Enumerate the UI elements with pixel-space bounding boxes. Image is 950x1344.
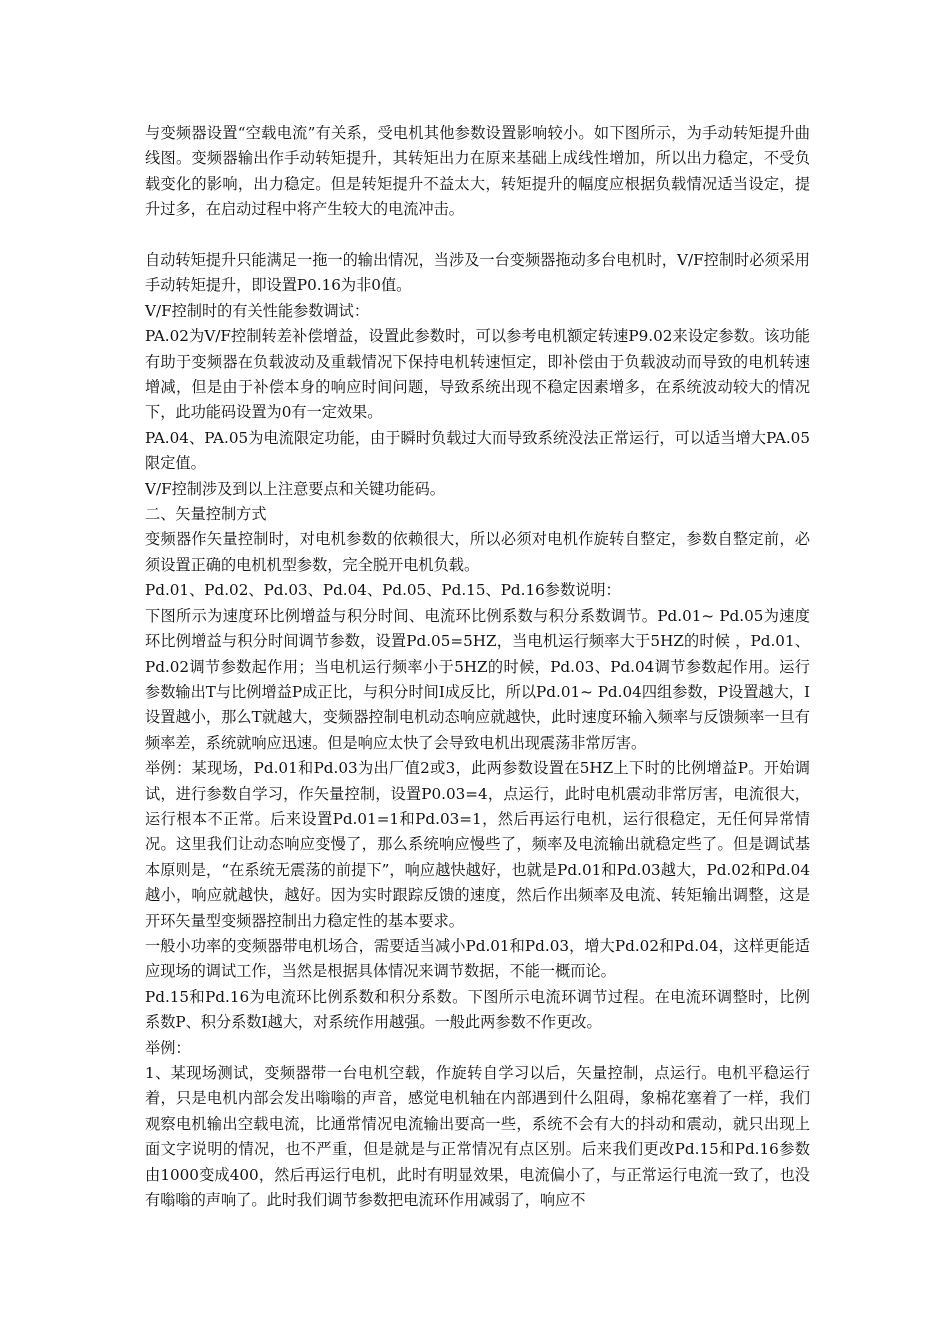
paragraph-example-label: 举例：: [145, 1038, 191, 1057]
paragraph-pa02: PA.02为V/F控制转差补偿增益，设置此参数时，可以参考电机额定转速P9.02来设定参数。该功能有助于变频器在负载波动及重载情况下保持电机转速恒定，即补偿由于负载波动而导致的电机转速增减，但是由于补偿本身的响应时间问题，导致系统出现不稳定因素增多，在系统波动较大的情况下，此功能码设置为0有一定效果。: [145, 327, 810, 422]
paragraph-speed-loop: 下图所示为速度环比例增益与积分时间、电流环比例系数与积分系数调节。Pd.01~ Pd.05为速度环比例增益与积分时间调节参数，设置Pd.05=5HZ，当电机运行频率大于5HZ的时候 ，Pd.01、Pd.02调节参数起作用；当电机运行频率小于5HZ的时候，Pd.03、Pd.04调节参数起作用。运行参数输出T与比例增益P成正比，与积分时间I成反比，所以Pd.01~ Pd.04四组参数，P设置越大，I设置越小，那么T就越大，变频器控制电机动态响应就越快，此时速度环输入频率与反馈频率一旦有频率差，系统就响应迅速。但是响应太快了会导致电机出现震荡非常厉害。: [145, 606, 810, 752]
section-heading-vector-control: 二、矢量控制方式: [145, 505, 267, 524]
paragraph-pd-params-heading: Pd.01、Pd.02、Pd.03、Pd.04、Pd.05、Pd.15、Pd.16参数说明：: [145, 581, 621, 600]
paragraph-spacer: [145, 223, 810, 248]
paragraph-vf-summary: V/F控制涉及到以上注意要点和关键功能码。: [145, 479, 445, 498]
paragraph-current-loop: Pd.15和Pd.16为电流环比例系数和积分系数。下图所示电流环调节过程。在电流环调整时，比例系数P、积分系数I越大，对系统作用越强。一般此两参数不作更改。: [145, 987, 810, 1032]
paragraph-vector-intro: 变频器作矢量控制时，对电机参数的依赖很大，所以必须对电机作旋转自整定，参数自整定前，必须设置正确的电机机型参数，完全脱开电机负载。: [145, 530, 810, 574]
paragraph-small-power: 一般小功率的变频器带电机场合，需要适当减小Pd.01和Pd.03，增大Pd.02和Pd.04，这样更能适应现场的调试工作，当然是根据具体情况来调节数据，不能一概而论。: [145, 936, 810, 981]
paragraph-vf-heading: V/F控制时的有关性能参数调试：: [145, 301, 370, 320]
paragraph-example-2: 1、某现场测试，变频器带一台电机空载，作旋转自学习以后，矢量控制，点运行。电机平稳运行着，只是电机内部会发出嗡嗡的声音，感觉电机轴在内部遇到什么阻碍，象棉花塞着了一样，我们观察电机输出空载电流，比通常情况电流输出要高一些，系统不会有大的抖动和震动，就只出现上面文字说明的情况，也不严重，但是就是与正常情况有点区别。后来我们更改Pd.15和Pd.16参数由1000变成400，然后再运行电机，此时有明显效果，电流偏小了，与正常运行电流一致了，也没有嗡嗡的声响了。此时我们调节参数把电流环作用减弱了，响应不: [145, 1064, 810, 1210]
paragraph-auto-torque: 自动转矩提升只能满足一拖一的输出情况，当涉及一台变频器拖动多台电机时，V/F控制时必须采用手动转矩提升，即设置P0.16为非0值。: [145, 251, 810, 295]
document-body: [145, 121, 810, 1213]
paragraph-pa04-pa05: PA.04、PA.05为电流限定功能，由于瞬时负载过大而导致系统没法正常运行，可以适当增大PA.05限定值。: [145, 428, 810, 473]
paragraph-torque-boost: 与变频器设置“空载电流”有关系，受电机其他参数设置影响较小。如下图所示，为手动转矩提升曲线图。变频器输出作手动转矩提升，其转矩出力在原来基础上成线性增加，所以出力稳定，不受负载变化的影响，出力稳定。但是转矩提升不益太大，转矩提升的幅度应根据负载情况适当设定，提升过多，在启动过程中将产生较大的电流冲击。: [145, 124, 810, 219]
paragraph-example-1: 举例：某现场，Pd.01和Pd.03为出厂值2或3，此两参数设置在5HZ上下时的比例增益P。开始调试，进行参数自学习，作矢量控制，设置P0.03=4，点运行，此时电机震动非常厉害，电流很大，运行根本不正常。后来设置Pd.01=1和Pd.03=1，然后再运行电机，运行很稳定，无任何异常情况。这里我们让动态响应变慢了，那么系统响应慢些了，频率及电流输出就稳定些了。但是调试基本原则是，“在系统无震荡的前提下”，响应越快越好，也就是Pd.01和Pd.03越大，Pd.02和Pd.04越小，响应就越快，越好。因为实时跟踪反馈的速度，然后作出频率及电流、转矩输出调整，这是开环矢量型变频器控制出力稳定性的基本要求。: [145, 759, 810, 930]
